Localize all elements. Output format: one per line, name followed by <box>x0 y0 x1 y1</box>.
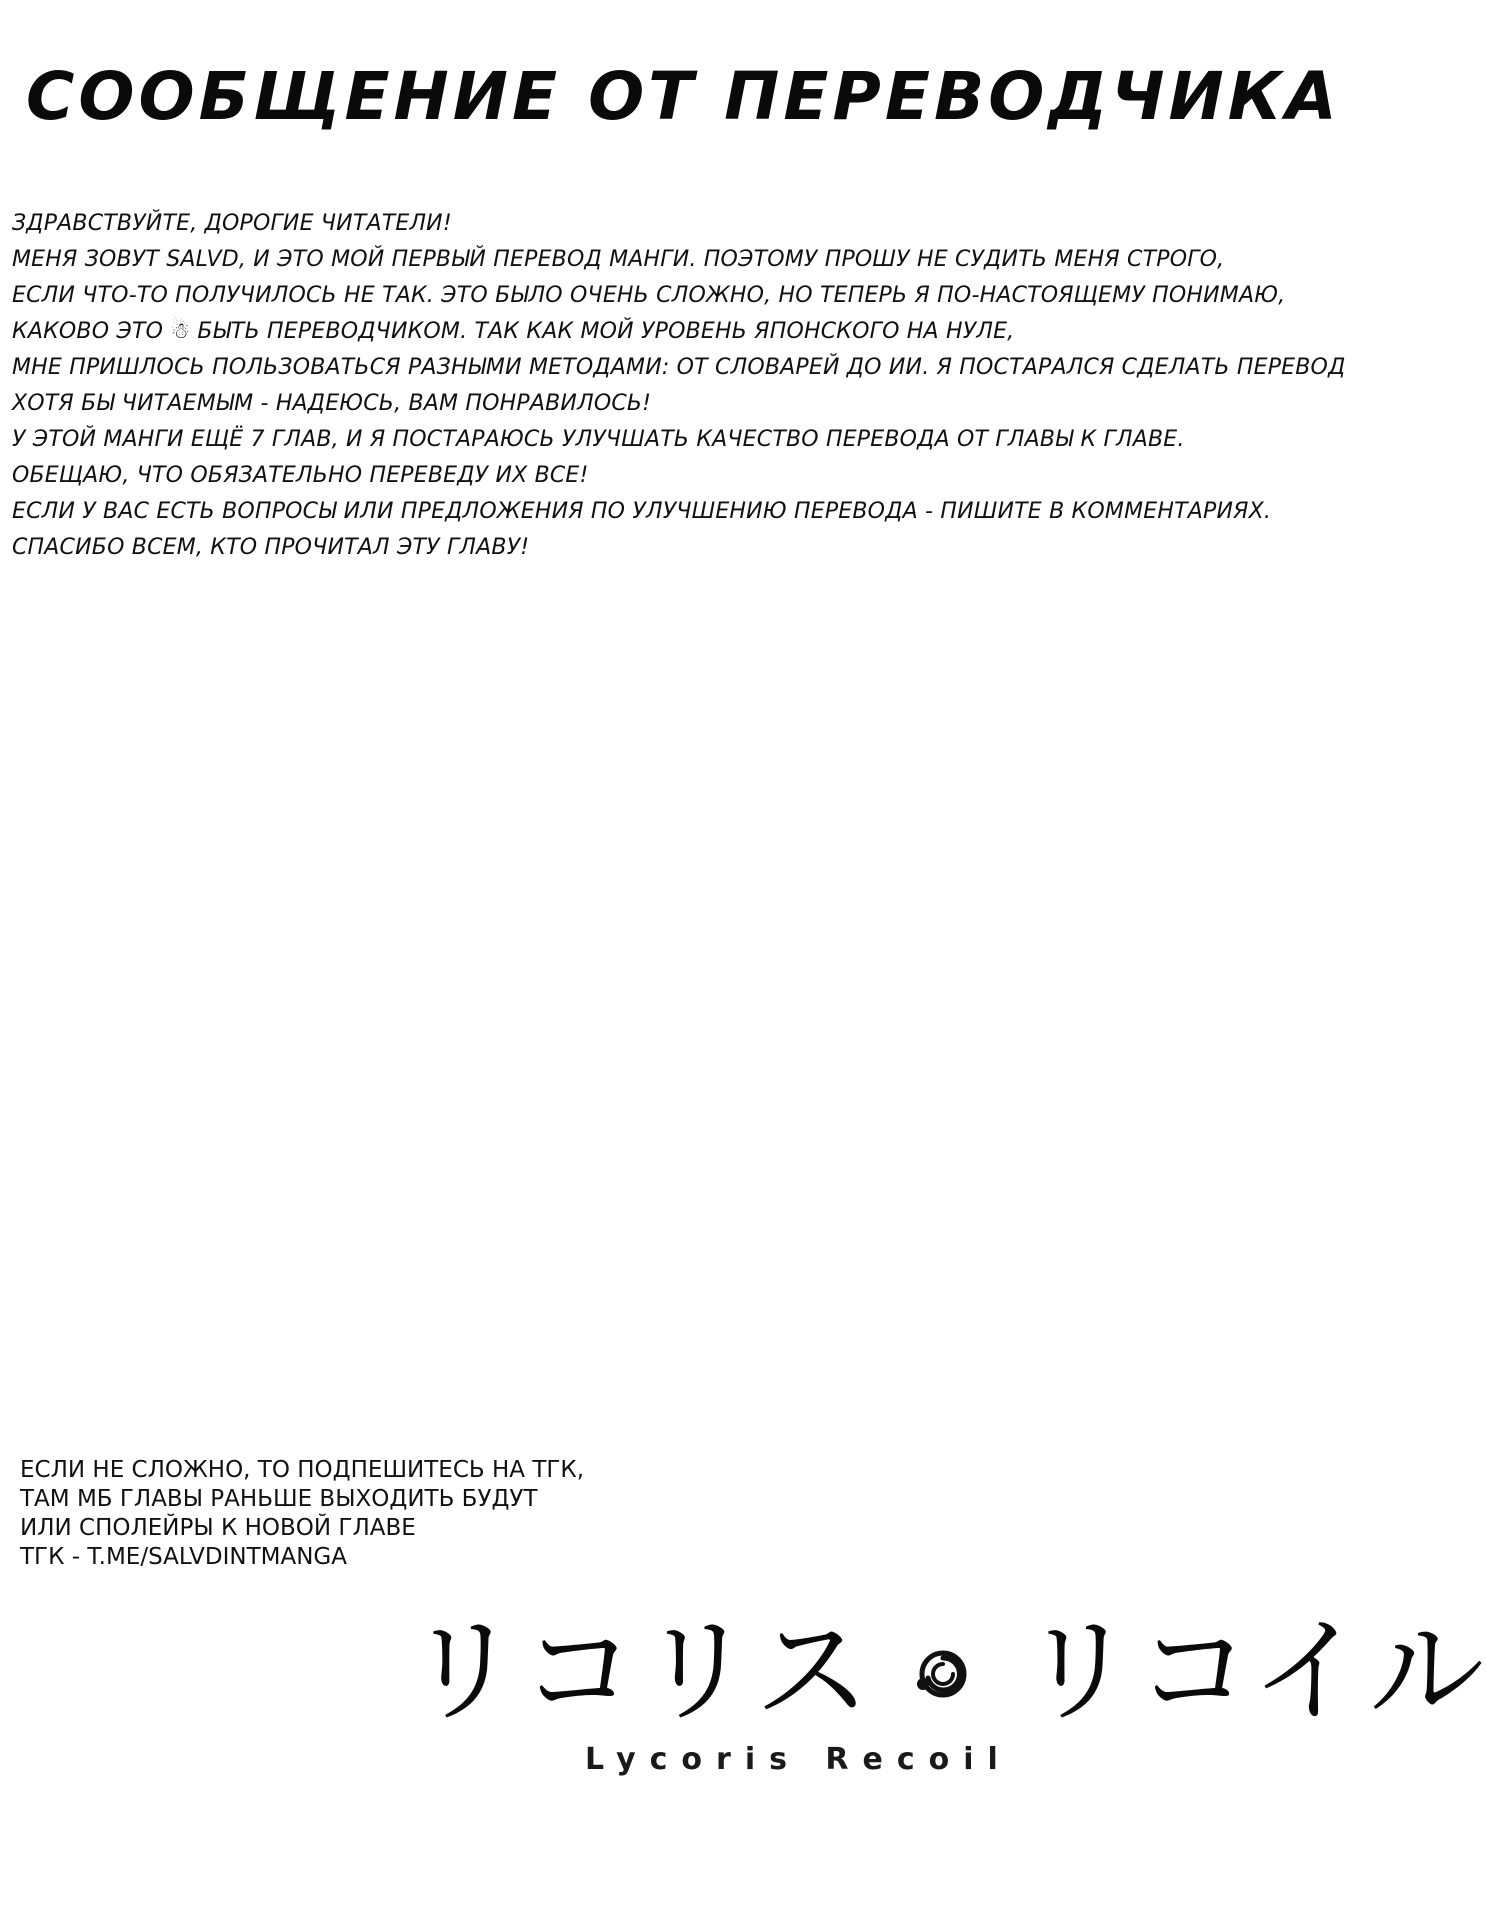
page-title: СООБЩЕНИЕ ОТ ПЕРЕВОДЧИКА <box>26 58 1341 135</box>
channel-note-line: ТГК - T.ME/SALVDINTMANGA <box>20 1544 347 1570</box>
channel-note-line: ТАМ МБ ГЛАВЫ РАНЬШЕ ВЫХОДИТЬ БУДУТ <box>20 1486 538 1512</box>
message-line: МЕНЯ ЗОВУТ SALVD, И ЭТО МОЙ ПЕРВЫЙ ПЕРЕВОД МАНГИ. ПОЭТОМУ ПРОШУ НЕ СУДИТЬ МЕНЯ СТРОГО, <box>12 247 1225 272</box>
logo-jp-left: リコリス <box>405 1604 873 1739</box>
logo-jp-right: リコイル <box>1020 1604 1486 1739</box>
message-line: ОБЕЩАЮ, ЧТО ОБЯЗАТЕЛЬНО ПЕРЕВЕДУ ИХ ВСЕ! <box>12 463 589 488</box>
series-logo-english: Lycoris Recoil <box>585 1742 1012 1777</box>
message-line: ЕСЛИ У ВАС ЕСТЬ ВОПРОСЫ ИЛИ ПРЕДЛОЖЕНИЯ ПО УЛУЧШЕНИЮ ПЕРЕВОДА - ПИШИТЕ В КОММЕНТАРИЯХ. <box>12 499 1272 524</box>
swirl-emblem-icon <box>911 1612 981 1732</box>
message-line: МНЕ ПРИШЛОСЬ ПОЛЬЗОВАТЬСЯ РАЗНЫМИ МЕТОДАМИ: ОТ СЛОВАРЕЙ ДО ИИ. Я ПОСТАРАЛСЯ СДЕЛАТЬ ПЕРЕВОД <box>12 355 1346 380</box>
message-line: СПАСИБО ВСЕМ, КТО ПРОЧИТАЛ ЭТУ ГЛАВУ! <box>12 535 530 560</box>
channel-note <box>20 1456 820 1572</box>
message-line: ЕСЛИ ЧТО-ТО ПОЛУЧИЛОСЬ НЕ ТАК. ЭТО БЫЛО ОЧЕНЬ СЛОЖНО, НО ТЕПЕРЬ Я ПО-НАСТОЯЩЕМУ ПОНИМАЮ, <box>12 283 1286 308</box>
message-line: КАКОВО ЭТО ☃ БЫТЬ ПЕРЕВОДЧИКОМ. ТАК КАК МОЙ УРОВЕНЬ ЯПОНСКОГО НА НУЛЕ, <box>12 319 1015 344</box>
message-line: У ЭТОЙ МАНГИ ЕЩЁ 7 ГЛАВ, И Я ПОСТАРАЮСЬ УЛУЧШАТЬ КАЧЕСТВО ПЕРЕВОДА ОТ ГЛАВЫ К ГЛАВЕ. <box>12 427 1185 452</box>
channel-note-line: ЕСЛИ НЕ СЛОЖНО, ТО ПОДПЕШИТЕСЬ НА ТГК, <box>20 1457 585 1483</box>
channel-note-line: ИЛИ СПОЛЕЙРЫ К НОВОЙ ГЛАВЕ <box>20 1515 416 1541</box>
translator-message <box>12 206 1346 566</box>
message-line: ЗДРАВСТВУЙТЕ, ДОРОГИЕ ЧИТАТЕЛИ! <box>12 211 452 236</box>
message-line: ХОТЯ БЫ ЧИТАЕМЫМ - НАДЕЮСЬ, ВАМ ПОНРАВИЛОСЬ! <box>12 391 652 416</box>
series-logo-japanese <box>405 1604 1486 1739</box>
series-logo <box>405 1604 1486 1782</box>
